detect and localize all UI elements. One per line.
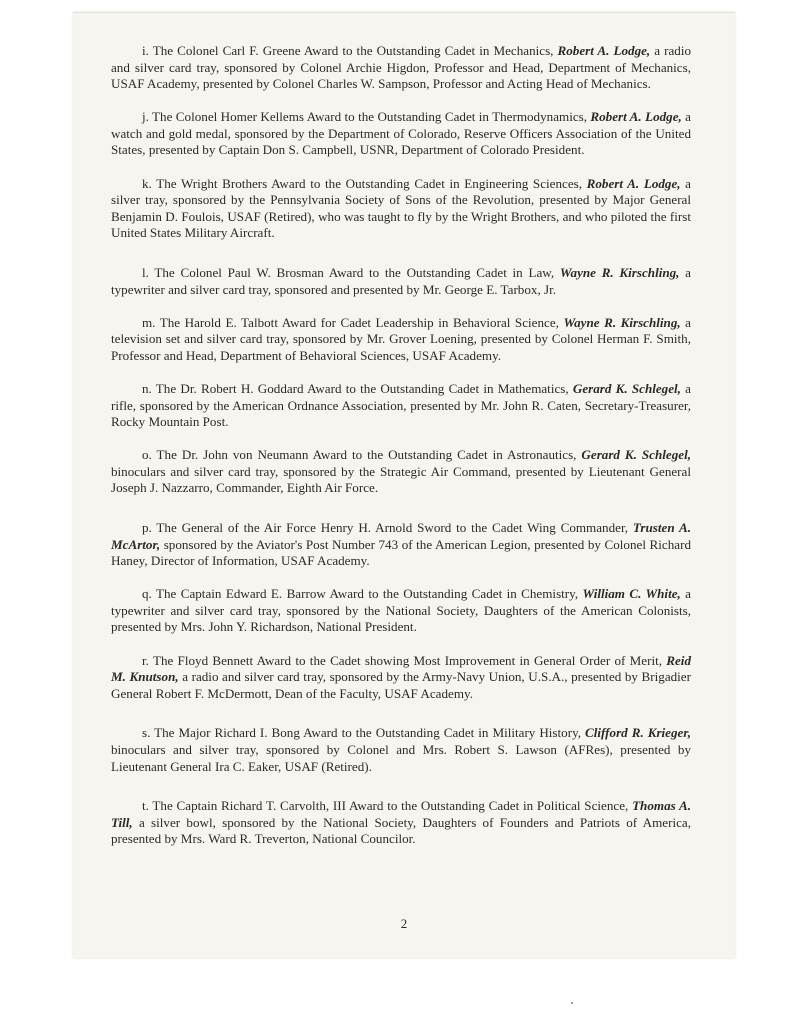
recipient-name: Thomas A. Till, (111, 798, 691, 830)
award-text: t. The Captain Richard T. Carvolth, III Award to the Outstanding Cadet in Political Science, (142, 798, 633, 814)
award-paragraph-i (111, 43, 691, 93)
award-text: a rifle, sponsored by the American Ordnance Association, presented by Mr. John R. Caten, Secretary-Treasurer, Rocky Mountain Post. (111, 380, 691, 430)
award-text: sponsored by the Aviator's Post Number 743 of the American Legion, presented by Colonel Richard Haney, Director of Information, USAF Academy. (111, 536, 691, 569)
scan-speck (571, 1002, 573, 1004)
document-page (73, 12, 735, 958)
recipient-name: Robert A. Lodge, (590, 109, 682, 125)
recipient-name: Clifford R. Krieger, (585, 725, 691, 741)
award-text: m. The Harold E. Talbott Award for Cadet Leadership in Behavioral Science, (142, 314, 564, 330)
award-paragraph-r (111, 653, 691, 703)
award-paragraph-m (111, 315, 691, 365)
recipient-name: Wayne R. Kirschling, (559, 264, 680, 280)
award-text: p. The General of the Air Force Henry H. Arnold Sword to the Cadet Wing Commander, (142, 519, 633, 535)
award-text: j. The Colonel Homer Kellems Award to the Outstanding Cadet in Thermodynamics, (142, 109, 591, 125)
award-text: r. The Floyd Bennett Award to the Cadet showing Most Improvement in General Order of Merit, (142, 652, 667, 668)
award-paragraph-l (111, 265, 691, 298)
award-paragraph-o (111, 447, 691, 497)
recipient-name: Gerard K. Schlegel, (572, 380, 681, 396)
award-paragraph-j (111, 109, 691, 159)
award-paragraph-n (111, 381, 691, 431)
recipient-name: Robert A. Lodge, (586, 175, 681, 191)
award-text: l. The Colonel Paul W. Brosman Award to the Outstanding Cadet in Law, (142, 264, 560, 280)
award-text: a radio and silver card tray, sponsored by Colonel Archie Higdon, Professor and Head, Department of Mechanics, USAF Academy, presented by Colonel Charles W. Sampson, Professor and Acting Head of Mechanics. (111, 43, 692, 92)
award-text: a typewriter and silver card tray, sponsored and presented by Mr. George E. Tarbox, Jr. (111, 264, 691, 297)
award-text: k. The Wright Brothers Award to the Outstanding Cadet in Engineering Sciences, (142, 175, 587, 191)
page-number: 2 (400, 916, 408, 931)
award-text: a radio and silver card tray, sponsored by the Army-Navy Union, U.S.A., presented by Brigadier General Robert F. McDermott, Dean of the Faculty, USAF Academy. (111, 669, 691, 701)
award-paragraph-s (111, 725, 691, 775)
award-text: a silver tray, sponsored by the Pennsylvania Society of Sons of the Revolution, presented by Major General Benjamin D. Foulois, USAF (Retired), who was taught to fly by the Wright Brothers, and who piloted the first United States Military Aircraft. (111, 175, 691, 241)
award-text: binoculars and silver tray, sponsored by Colonel and Mrs. Robert S. Lawson (AFRes), presented by Lieutenant General Ira C. Eaker, USAF (Retired). (111, 741, 691, 774)
award-text: o. The Dr. John von Neumann Award to the Outstanding Cadet in Astronautics, (142, 447, 582, 463)
award-text: binoculars and silver card tray, sponsored by the Strategic Air Command, presented by Lieutenant General Joseph J. Nazzarro, Commander, Eighth Air Force. (111, 463, 691, 496)
award-paragraph-q (111, 586, 691, 636)
award-paragraph-k (111, 176, 691, 242)
award-text: n. The Dr. Robert H. Goddard Award to the Outstanding Cadet in Mathematics, (142, 380, 573, 396)
award-text: a typewriter and silver card tray, sponsored by the National Society, Daughters of the American Colonists, presented by Mrs. John Y. Richardson, National President. (111, 586, 691, 635)
award-text: s. The Major Richard I. Bong Award to the Outstanding Cadet in Military History, (142, 725, 586, 741)
award-paragraph-p (111, 520, 691, 570)
recipient-name: Reid M. Knutson, (111, 652, 691, 685)
recipient-name: Trusten A. McArtor, (111, 519, 691, 552)
award-text: q. The Captain Edward E. Barrow Award to the Outstanding Cadet in Chemistry, (142, 586, 583, 602)
award-text: a silver bowl, sponsored by the National Society, Daughters of Founders and Patriots of America, presented by Mrs. Ward R. Treverton, National Councilor. (111, 814, 691, 847)
recipient-name: Wayne R. Kirschling, (563, 314, 681, 330)
recipient-name: Gerard K. Schlegel, (581, 447, 691, 463)
award-text: a television set and silver card tray, sponsored by Mr. Grover Loening, presented by Colonel Herman F. Smith, Professor and Head, Department of Behavioral Sciences, USAF Academy. (111, 314, 691, 363)
recipient-name: Robert A. Lodge, (557, 43, 651, 58)
award-paragraph-t (111, 798, 691, 848)
award-text: i. The Colonel Carl F. Greene Award to the Outstanding Cadet in Mechanics, (142, 43, 558, 58)
recipient-name: William C. White, (582, 586, 681, 602)
award-text: a watch and gold medal, sponsored by the Department of Colorado, Reserve Officers Association of the United States, presented by Captain Don S. Campbell, USNR, Department of Colorado President. (111, 109, 691, 158)
award-list (111, 43, 691, 864)
